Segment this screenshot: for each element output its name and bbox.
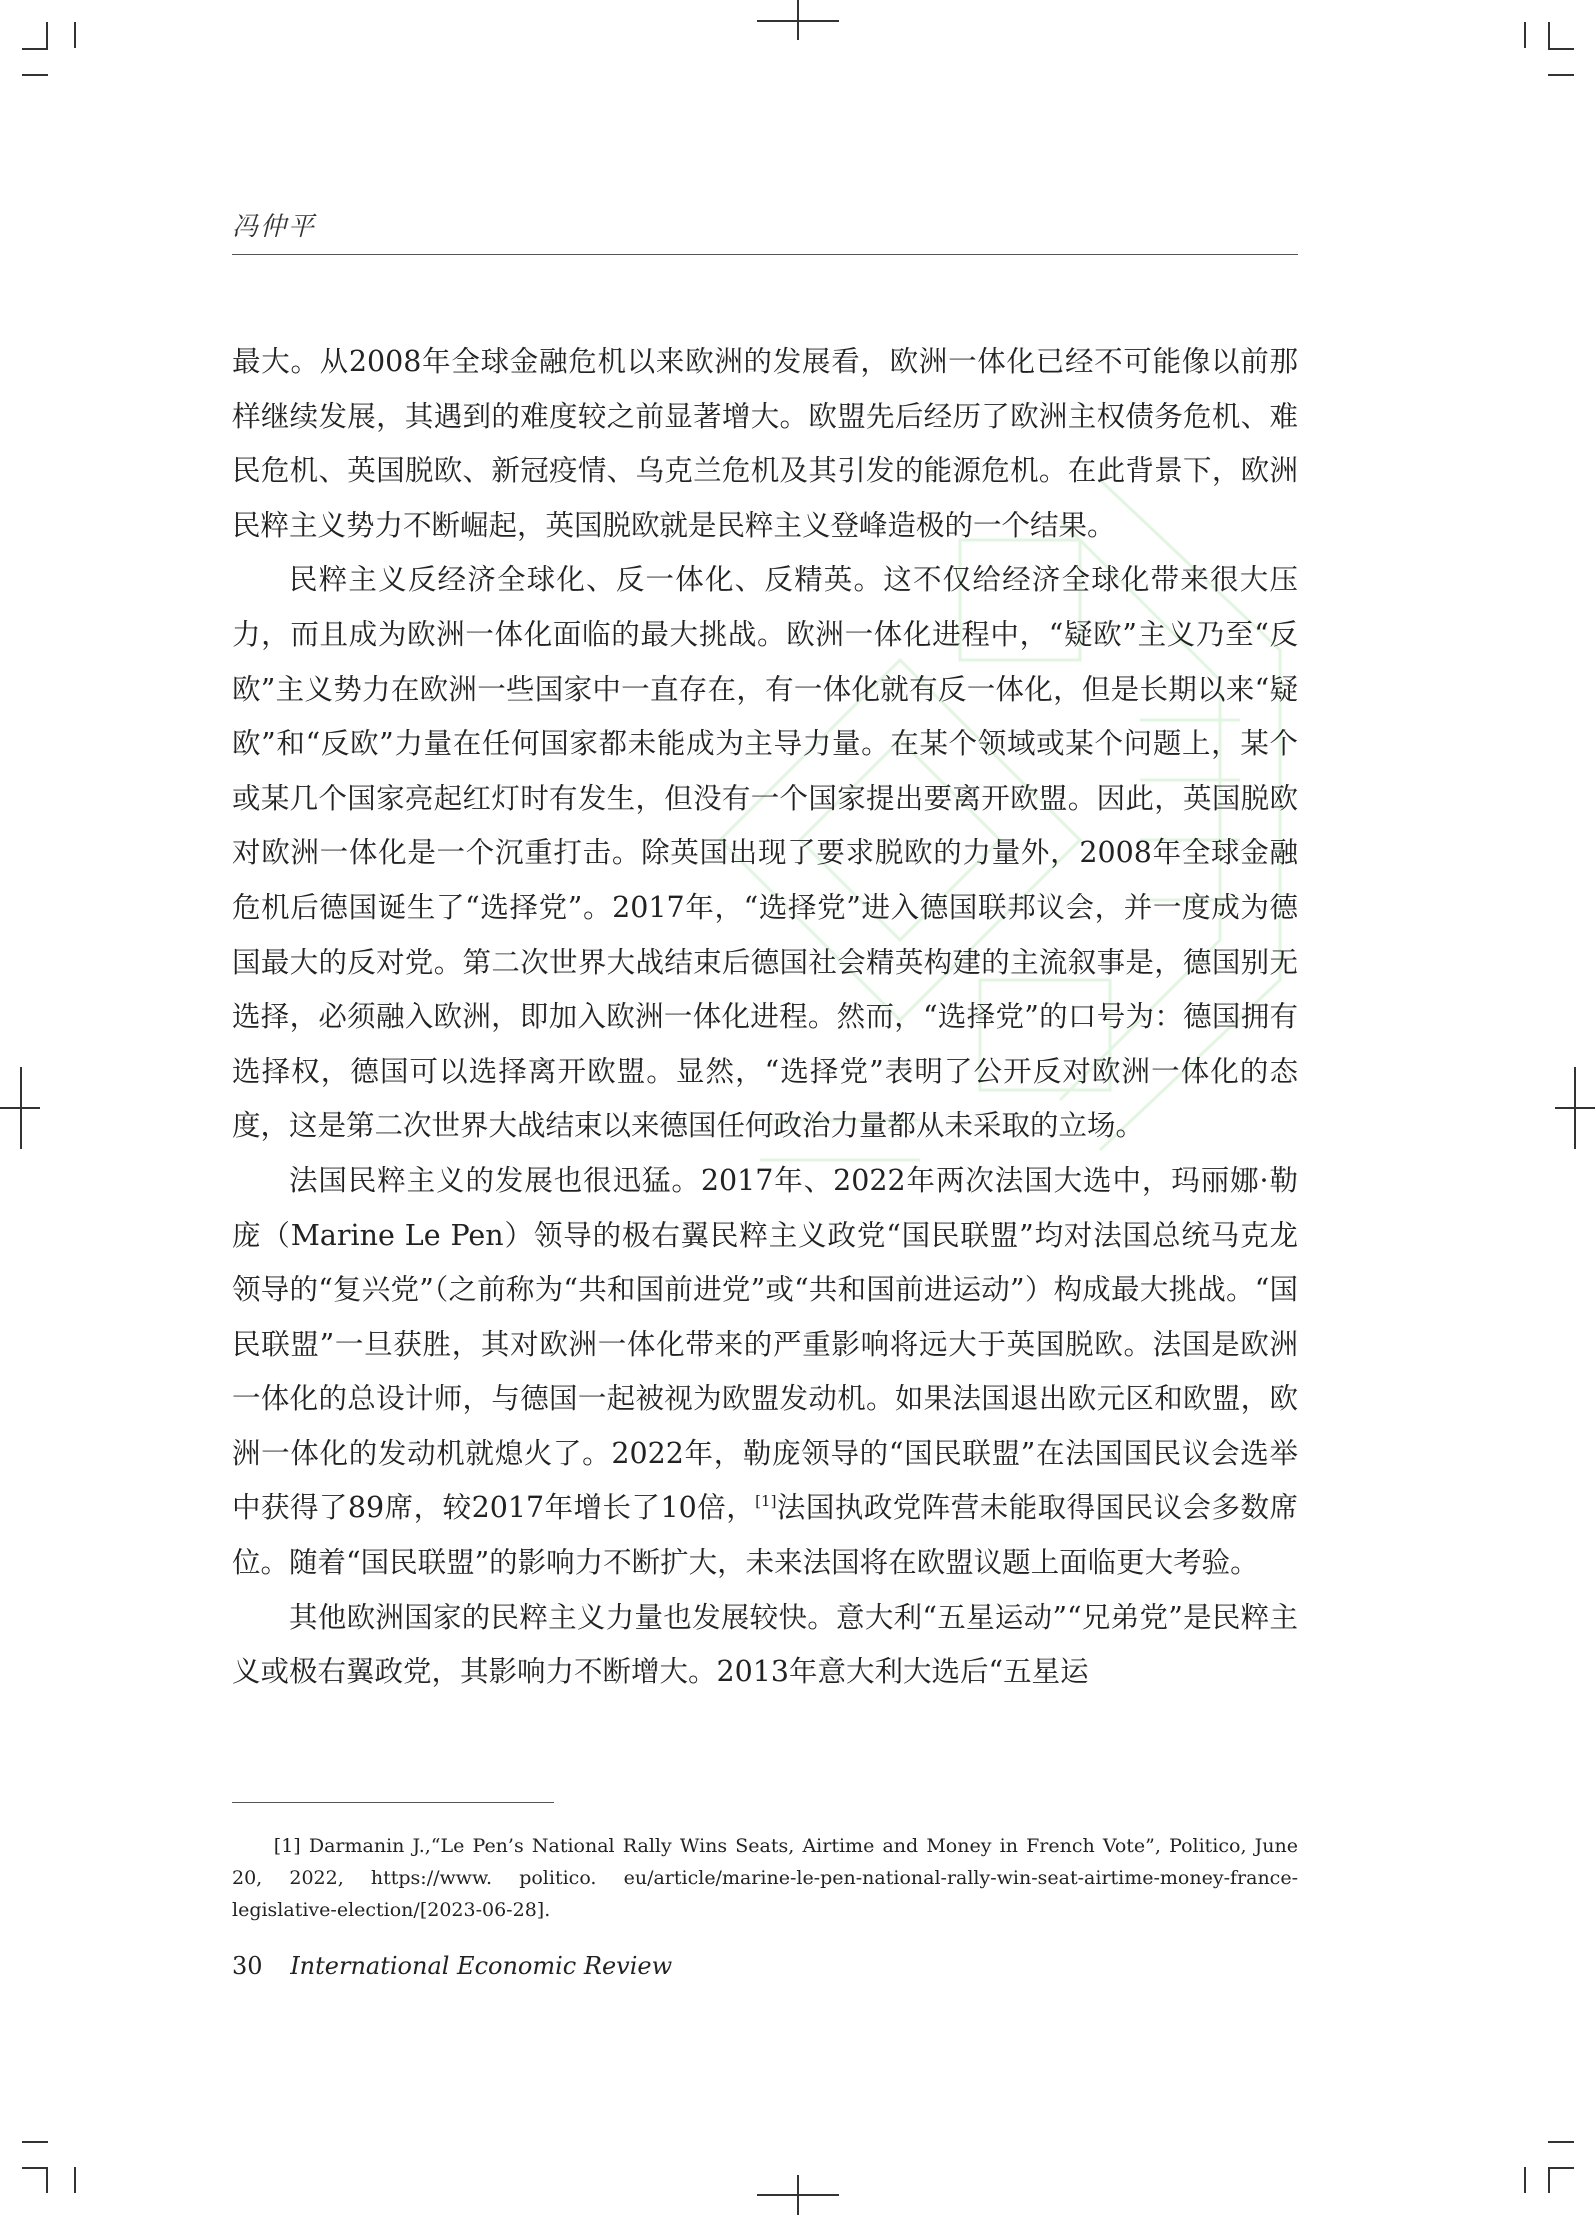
footnote: [1] Darmanin J.,“Le Pen’s National Rally Wins Seats, Airtime and Money in French Vote”, Politico, June 20, 2022, https://www. politico. eu/article/marine-le-pen-national-rally-win-seat-airtime-money-france-legislative-election/[2023-06-28]. xyxy=(232,1835,1298,1921)
crop-mark xyxy=(22,2167,48,2169)
crop-mark xyxy=(1548,2167,1550,2193)
paragraph xyxy=(232,1154,1298,1591)
page-footer xyxy=(232,1952,672,1980)
crop-mark xyxy=(1574,1067,1576,1149)
crop-mark xyxy=(1524,2167,1526,2193)
paragraph: 其他欧洲国家的民粹主义力量也发展较快。意大利“五星运动”“兄弟党”是民粹主义或极右翼政党，其影响力不断增大。2013年意大利大选后“五星运 xyxy=(232,1600,1298,1689)
crop-mark xyxy=(1548,2167,1574,2169)
crop-mark xyxy=(1548,2141,1574,2143)
crop-mark xyxy=(74,2167,76,2193)
crop-mark xyxy=(22,74,48,76)
paragraph-text: 法国执政党阵营未能取得国民议会多数席位。随着“国民联盟”的影响力不断扩大，未来法国将在欧盟议题上面临更大考验。 xyxy=(232,1491,1298,1580)
paragraph: 民粹主义反经济全球化、反一体化、反精英。这不仅给经济全球化带来很大压力，而且成为欧洲一体化面临的最大挑战。欧洲一体化进程中，“疑欧”主义乃至“反欧”主义势力在欧洲一些国家中一直存在，有一体化就有反一体化，但是长期以来“疑欧”和“反欧”力量在任何国家都未能成为主导力量。在某个领域或某个问题上，某个或某几个国家亮起红灯时有发生，但没有一个国家提出要离开欧盟。因此，英国脱欧对欧洲一体化是一个沉重打击。除英国出现了要求脱欧的力量外，2008年全球金融危机后德国诞生了“选择党”。2017年，“选择党”进入德国联邦议会，并一度成为德国最大的反对党。第二次世界大战结束后德国社会精英构建的主流叙事是，德国别无选择，必须融入欧洲，即加入欧洲一体化进程。然而，“选择党”的口号为：德国拥有选择权，德国可以选择离开欧盟。显然，“选择党”表明了公开反对欧洲一体化的态度，这是第二次世界大战结束以来德国任何政治力量都从未采取的立场。 xyxy=(232,563,1298,1143)
crop-mark xyxy=(20,1067,22,1149)
crop-mark xyxy=(46,2167,48,2193)
crop-mark xyxy=(757,2194,839,2196)
header-rule xyxy=(232,254,1298,255)
crop-mark xyxy=(757,20,839,22)
crop-mark xyxy=(1548,48,1574,50)
footnote-marker[interactable]: [1] xyxy=(755,1492,777,1511)
crop-mark xyxy=(22,48,48,50)
crop-mark xyxy=(46,22,48,48)
crop-mark xyxy=(1524,22,1526,48)
paragraph-text: 法国民粹主义的发展也很迅猛。2017年、2022年两次法国大选中，玛丽娜·勒庞（Marine Le Pen）领导的极右翼民粹主义政党“国民联盟”均对法国总统马克龙领导的“复兴党”（之前称为“共和国前进党”或“共和国前进运动”）构成最大挑战。“国民联盟”一旦获胜，其对欧洲一体化带来的严重影响将远大于英国脱欧。法国是欧洲一体化的总设计师，与德国一起被视为欧盟发动机。如果法国退出欧元区和欧盟，欧洲一体化的发动机就熄火了。2022年，勒庞领导的“国民联盟”在法国国民议会选举中获得了89席，较2017年增长了10倍， xyxy=(232,1163,1298,1525)
crop-mark xyxy=(74,22,76,48)
crop-mark xyxy=(1548,22,1550,48)
footnote-rule xyxy=(232,1802,554,1803)
main-text xyxy=(232,335,1298,1700)
page-number: 30 xyxy=(232,1952,263,1980)
running-head-author: 冯仲平 xyxy=(232,212,317,242)
paragraph: 最大。从2008年全球金融危机以来欧洲的发展看，欧洲一体化已经不可能像以前那样继续发展，其遇到的难度较之前显著增大。欧盟先后经历了欧洲主权债务危机、难民危机、英国脱欧、新冠疫情、乌克兰危机及其引发的能源危机。在此背景下，欧洲民粹主义势力不断崛起，英国脱欧就是民粹主义登峰造极的一个结果。 xyxy=(232,345,1298,542)
crop-mark xyxy=(22,2141,48,2143)
crop-mark xyxy=(1548,74,1574,76)
journal-title: International Economic Review xyxy=(290,1952,673,1980)
